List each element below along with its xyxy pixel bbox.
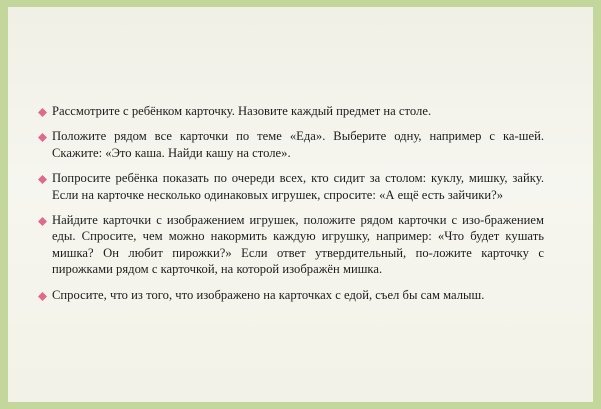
diamond-bullet-icon	[38, 175, 52, 184]
list-item-text: Положите рядом все карточки по теме «Еда». Выберите одну, например с ка-шей. Скажите: «Это каша. Найди кашу на столе».	[52, 129, 544, 160]
list-item-text: Рассмотрите с ребёнком карточку. Назовите каждый предмет на столе.	[52, 104, 432, 118]
list-item-text: Попросите ребёнка показать по очереди всех, кто сидит за столом: куклу, мишку, зайку. Если на карточке несколько одинаковых игрушек, спросите: «А ещё есть зайчики?»	[52, 171, 544, 202]
list-item	[38, 170, 544, 203]
list-item	[38, 128, 544, 161]
list-item-text: Найдите карточки с изображением игрушек, положите рядом карточки с изо-бражением еды. Спросите, чем можно накормить каждую игрушку, например: «Что будет кушать мишка? Он любит пирожки?» Если ответ утвердительный, по-ложите карточку с пирожками рядом с карточкой, на которой изображён мишка.	[52, 213, 544, 277]
list-item-text: Спросите, что из того, что изображено на карточках с едой, съел бы сам малыш.	[52, 287, 485, 302]
diamond-bullet-icon	[38, 292, 52, 301]
page-inner-background	[8, 7, 593, 402]
instruction-list	[38, 103, 544, 312]
diamond-bullet-icon	[38, 217, 52, 226]
diamond-bullet-icon	[38, 108, 52, 117]
list-item	[38, 103, 544, 119]
list-item	[38, 212, 544, 278]
diamond-bullet-icon	[38, 133, 52, 142]
list-item	[38, 287, 544, 303]
